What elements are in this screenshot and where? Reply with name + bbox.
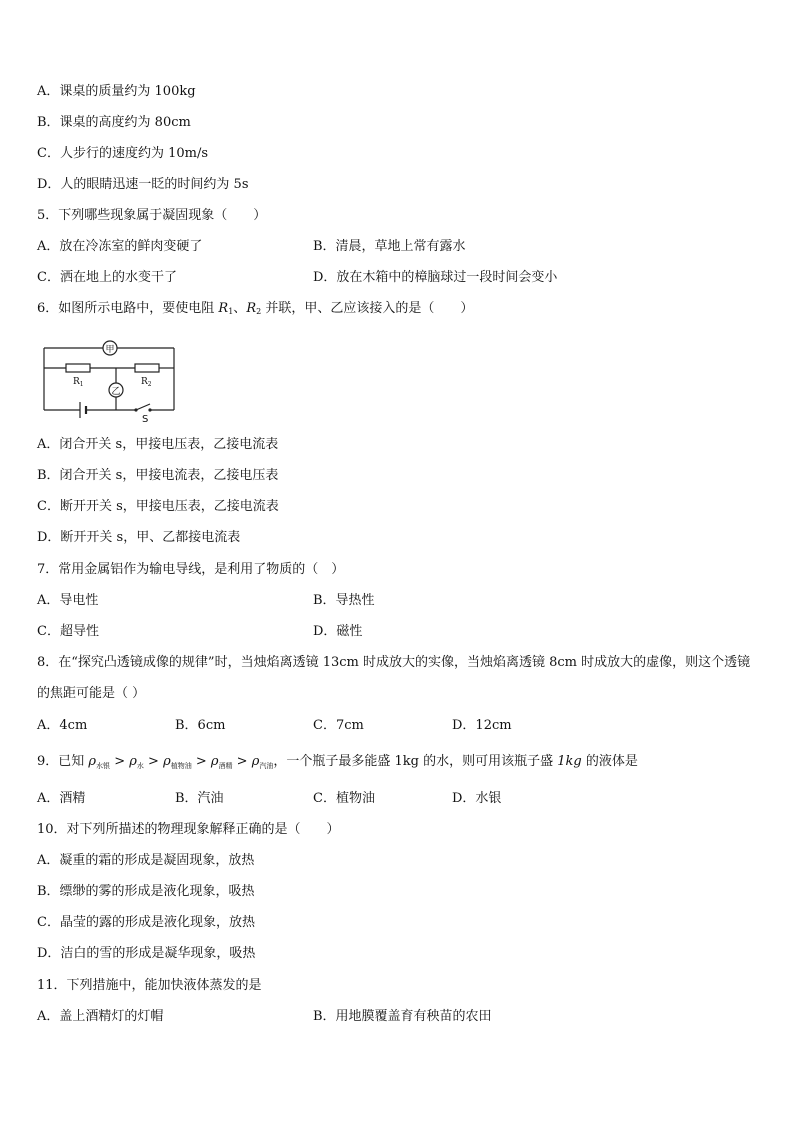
q6-r2: R (246, 301, 257, 316)
r1-label-letter: R (73, 377, 80, 387)
q9-option-c: C．植物油 (313, 791, 375, 806)
q9-rho-1: ρ (88, 754, 97, 769)
q4-option-b: B．课桌的高度约为 80cm (37, 115, 191, 130)
q6-sep: 、 (233, 301, 247, 316)
q8-option-d: D．12cm (452, 718, 512, 733)
q7-option-c: C．超导性 (37, 624, 99, 639)
q6-stem-prefix: 6．如图所示电路中，要使电阻 (37, 301, 219, 316)
q9-option-a: A．酒精 (37, 791, 86, 806)
circuit-diagram (40, 340, 180, 425)
q6-r1: R (218, 301, 229, 316)
switch-label: S (142, 414, 149, 425)
q5-option-b: B．清晨，草地上常有露水 (313, 239, 466, 254)
r1-label-sub: 1 (79, 381, 84, 388)
q9-rho-3: ρ (163, 754, 171, 769)
q9-sub-2: 水 (136, 762, 144, 770)
q6-option-c: C．断开开关 s，甲接电压表，乙接电流表 (37, 499, 279, 514)
switch-blade (136, 404, 150, 410)
q5-option-c: C．洒在地上的水变干了 (37, 270, 177, 285)
r2-label-letter: R (141, 377, 148, 387)
q5-stem: 5．下列哪些现象属于凝固现象（ ） (37, 208, 267, 223)
q9-stem-suffix: ，一个瓶子最多能盛 1kg 的水，则可用该瓶子盛 (273, 754, 558, 769)
q10-option-c: C．晶莹的露的形成是液化现象，放热 (37, 915, 255, 930)
q9-rho-2: ρ (129, 754, 137, 769)
q8-option-a: A．4cm (37, 718, 88, 733)
q6-r1-sub: 1 (228, 307, 234, 316)
q11-option-b: B．用地膜覆盖育有秧苗的农田 (313, 1009, 492, 1024)
switch-contact-left (134, 408, 137, 411)
q6-stem-suffix: 并联，甲、乙应该接入的是（ ） (261, 301, 474, 316)
q5-option-d: D．放在木箱中的樟脑球过一段时间会变小 (313, 270, 558, 285)
resistor-r2 (135, 364, 159, 372)
q8-stem: 8．在“探究凸透镜成像的规律”时，当烛焰离透镜 13cm 时成放大的实像，当烛焰离透镜 8cm 时成放大的虚像，则这个透镜的焦距可能是（ ） (37, 655, 751, 701)
q9-sub-5: 汽油 (259, 762, 274, 770)
q4-option-a: A．课桌的质量约为 100kg (37, 84, 196, 99)
q10-stem: 10．对下列所描述的物理现象解释正确的是（ ） (37, 822, 340, 837)
q9-gt-2: > (143, 754, 164, 769)
q5-option-a: A．放在冷冻室的鲜肉变硬了 (37, 239, 203, 254)
r2-label-sub: 2 (147, 381, 152, 388)
q8-option-b: B．6cm (175, 718, 226, 733)
q9-option-d: D．水银 (452, 791, 502, 806)
q6-r2-sub: 2 (256, 307, 262, 316)
r1-label (73, 377, 84, 388)
q9-stem-end: 的液体是 (581, 754, 638, 769)
q6-option-d: D．断开开关 s，甲、乙都接电流表 (37, 530, 241, 545)
q7-option-d: D．磁性 (313, 624, 363, 639)
q9-sub-4: 酒精 (218, 762, 233, 770)
q10-option-a: A．凝重的霜的形成是凝固现象，放热 (37, 853, 255, 868)
q9-gt-1: > (110, 754, 130, 769)
q9-kg: 1kg (557, 754, 582, 769)
q8-option-c: C．7cm (313, 718, 364, 733)
q9-option-b: B．汽油 (175, 791, 224, 806)
q9-rho-4: ρ (210, 754, 219, 769)
q11-option-a: A．盖上酒精灯的灯帽 (37, 1009, 164, 1024)
q6-option-a: A．闭合开关 s，甲接电压表，乙接电流表 (37, 437, 279, 452)
q10-option-b: B．缥缈的雾的形成是液化现象，吸热 (37, 884, 255, 899)
q9-sub-3: 植物油 (170, 762, 192, 770)
q11-stem: 11．下列措施中，能加快液体蒸发的是 (37, 978, 262, 993)
q4-option-c: C．人步行的速度约为 10m/s (37, 146, 208, 161)
q9-gt-4: > (232, 754, 252, 769)
q10-option-d: D．洁白的雪的形成是凝华现象，吸热 (37, 946, 256, 961)
meter-jia-label: 甲 (105, 345, 115, 355)
switch-contact-right (148, 408, 151, 411)
q7-option-a: A．导电性 (37, 593, 99, 608)
q9-rho-5: ρ (251, 754, 260, 769)
q7-option-b: B．导热性 (313, 593, 375, 608)
meter-yi-label: 乙 (111, 387, 121, 397)
q7-stem: 7．常用金属铝作为输电导线，是利用了物质的（ ） (37, 562, 345, 577)
q9-gt-3: > (191, 754, 211, 769)
q6-option-b: B．闭合开关 s，甲接电流表，乙接电压表 (37, 468, 279, 483)
q9-stem-prefix: 9．已知 (37, 754, 89, 769)
q9-sub-1: 水银 (96, 762, 111, 770)
r2-label (141, 377, 152, 388)
resistor-r1 (66, 364, 90, 372)
q9-stem (37, 754, 638, 774)
q4-option-d: D．人的眼睛迅速一眨的时间约为 5s (37, 177, 249, 192)
q6-stem (37, 301, 473, 320)
